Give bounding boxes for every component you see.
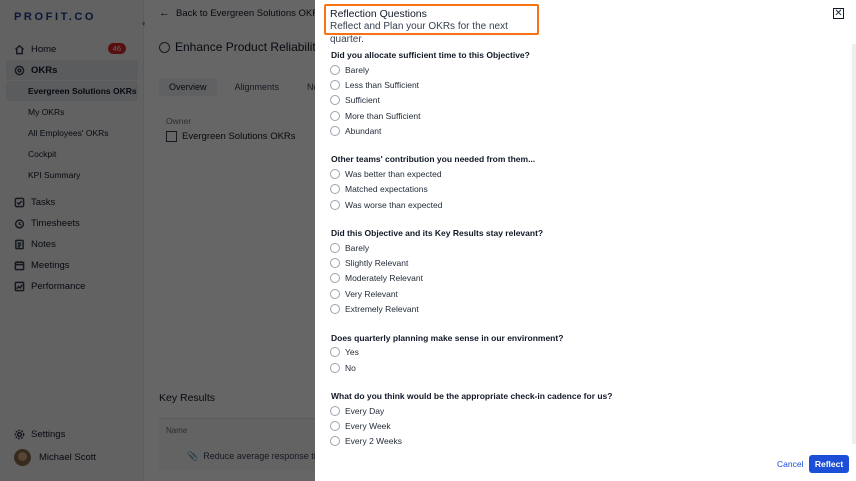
radio-label: Abundant: [345, 126, 382, 136]
cancel-button[interactable]: Cancel: [777, 459, 804, 469]
radio-option[interactable]: [330, 289, 398, 299]
radio-label: Matched expectations: [345, 184, 428, 194]
question-allocate-time: Did you allocate sufficient time to this Objective?: [331, 50, 530, 60]
close-icon[interactable]: ✕: [834, 7, 843, 19]
radio-button[interactable]: [330, 436, 340, 446]
radio-option[interactable]: [330, 200, 442, 210]
radio-label: Every Day: [345, 406, 385, 416]
radio-option[interactable]: [330, 126, 381, 136]
radio-label: Slightly Relevant: [345, 258, 409, 268]
radio-button[interactable]: [330, 289, 340, 299]
radio-label: Barely: [345, 243, 370, 253]
radio-option[interactable]: [330, 273, 423, 283]
radio-label: Every 2 Weeks: [345, 436, 403, 446]
radio-label: Very Relevant: [345, 289, 398, 299]
radio-label: Was better than expected: [345, 169, 442, 179]
radio-label: Every Week: [345, 421, 391, 431]
question-checkin-cadence: What do you think would be the appropriate check-in cadence for us?: [331, 391, 613, 401]
drawer-header: [324, 4, 539, 45]
question-relevance: Did this Objective and its Key Results stay relevant?: [331, 228, 544, 238]
radio-button[interactable]: [330, 304, 340, 314]
question-teams-contribution: Other teams' contribution you needed from them...: [331, 154, 536, 164]
radio-label: Moderately Relevant: [345, 273, 423, 283]
radio-button[interactable]: [330, 80, 340, 90]
radio-button[interactable]: [330, 347, 340, 357]
radio-button[interactable]: [330, 200, 340, 210]
radio-label: Extremely Relevant: [345, 304, 419, 314]
radio-option[interactable]: [330, 95, 380, 105]
radio-button[interactable]: [330, 421, 340, 431]
radio-label: More than Sufficient: [345, 111, 421, 121]
radio-button[interactable]: [330, 126, 340, 136]
radio-option[interactable]: [330, 243, 369, 253]
modal-backdrop[interactable]: [0, 0, 315, 481]
drawer-title: Reflection Questions: [330, 8, 427, 20]
radio-label: Less than Sufficient: [345, 80, 420, 90]
radio-option[interactable]: [330, 65, 369, 75]
radio-button[interactable]: [330, 95, 340, 105]
radio-option[interactable]: [330, 111, 420, 121]
radio-option[interactable]: [330, 80, 419, 90]
scrollbar[interactable]: [852, 44, 856, 444]
radio-button[interactable]: [330, 184, 340, 194]
radio-label: No: [345, 363, 356, 373]
radio-option[interactable]: [330, 421, 391, 431]
reflection-drawer: [315, 0, 856, 481]
radio-button[interactable]: [330, 258, 340, 268]
radio-button[interactable]: [330, 65, 340, 75]
radio-button[interactable]: [330, 363, 340, 373]
question-quarterly-planning: Does quarterly planning make sense in our environment?: [331, 333, 564, 343]
radio-button[interactable]: [330, 243, 340, 253]
radio-option[interactable]: [330, 363, 356, 373]
radio-label: Sufficient: [345, 95, 380, 105]
radio-option[interactable]: [330, 169, 442, 179]
radio-button[interactable]: [330, 406, 340, 416]
radio-option[interactable]: [330, 436, 402, 446]
drawer-subtitle: Reflect and Plan your OKRs for the next quarter.: [330, 21, 508, 45]
radio-label: Barely: [345, 65, 370, 75]
radio-option[interactable]: [330, 258, 408, 268]
radio-label: Was worse than expected: [345, 200, 443, 210]
radio-button[interactable]: [330, 273, 340, 283]
radio-option[interactable]: [330, 184, 428, 194]
reflect-button[interactable]: Reflect: [809, 455, 849, 473]
radio-button[interactable]: [330, 169, 340, 179]
radio-option[interactable]: [330, 347, 359, 357]
radio-option[interactable]: [330, 406, 384, 416]
radio-button[interactable]: [330, 111, 340, 121]
radio-option[interactable]: [330, 304, 419, 314]
radio-label: Yes: [345, 347, 359, 357]
